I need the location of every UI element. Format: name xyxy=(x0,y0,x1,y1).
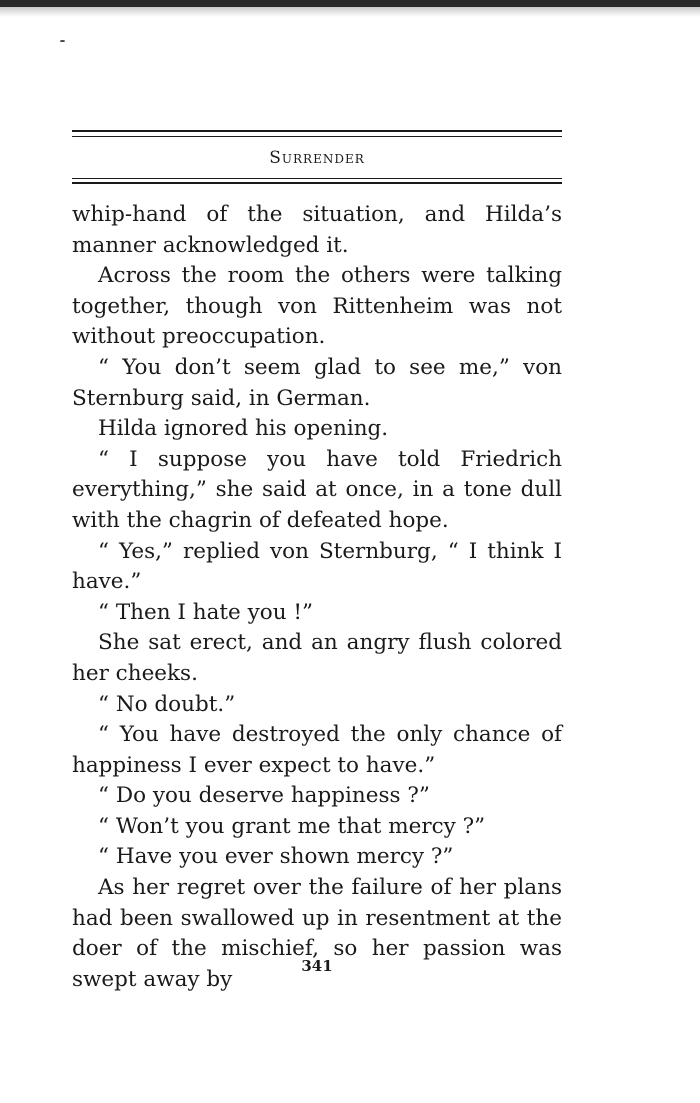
paragraph: “ Do you deserve happiness ?” xyxy=(98,783,430,809)
paragraph: “ Then I hate you !” xyxy=(98,599,314,625)
scan-edge-shadow xyxy=(0,7,700,17)
header-rule-bottom-thick xyxy=(72,182,562,184)
running-title: Surrender xyxy=(269,148,365,168)
body-text xyxy=(72,200,562,995)
scan-top-edge xyxy=(0,0,700,7)
paragraph: whip-hand of the situation, and Hilda’s manner acknowledged it. xyxy=(72,202,562,258)
paragraph: “ Won’t you grant me that mercy ?” xyxy=(98,813,486,839)
paragraph: She sat erect, and an angry flush colored her cheeks. xyxy=(72,630,562,686)
paragraph: “ Yes,” replied von Sternburg, “ I think I have.” xyxy=(72,538,562,595)
header-rule-top-thin xyxy=(72,136,562,137)
header-rule-top-thick xyxy=(72,130,562,132)
paragraph: “ You have destroyed the only chance of happiness I ever expect to have.” xyxy=(72,722,562,778)
scan-speck xyxy=(60,40,65,42)
paragraph: “ You don’t seem glad to see me,” von Sternburg said, in German. xyxy=(72,354,562,411)
paragraph: As her regret over the failure of her plans had been swallowed up in resentment at the doer of the mischief, so her passion was swept away by xyxy=(72,875,562,992)
paragraph: “ I suppose you have told Friedrich everything,” she said at once, in a tone dull with the chagrin of defeated hope. xyxy=(72,446,562,533)
page-number: 341 xyxy=(301,957,333,975)
paragraph: “ Have you ever shown mercy ?” xyxy=(98,844,454,870)
paragraph: “ No doubt.” xyxy=(98,691,236,717)
paragraph: Hilda ignored his opening. xyxy=(98,416,389,442)
paragraph: Across the room the others were talking together, though von Rittenheim was not without preoccupation. xyxy=(72,263,562,350)
header-rule-bottom-thin xyxy=(72,178,562,179)
